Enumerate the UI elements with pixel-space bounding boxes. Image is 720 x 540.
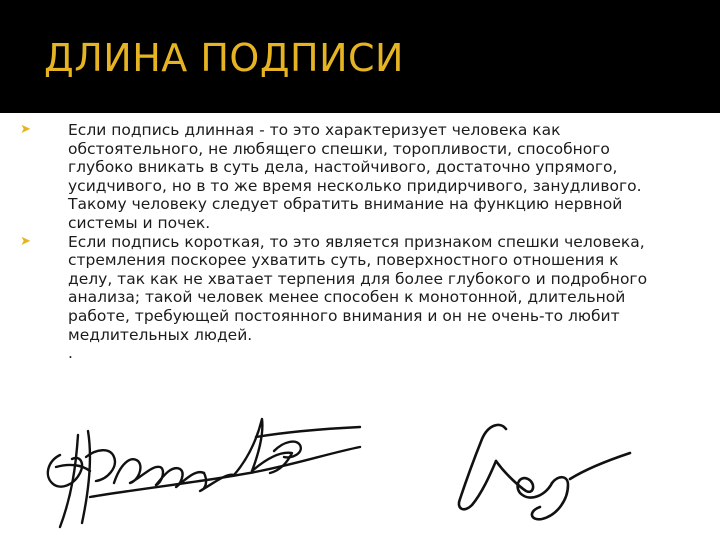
bullet-line: системы и почек. xyxy=(68,213,211,232)
bullet-short-signature xyxy=(20,232,708,345)
bullet-line: Если подпись длинная - то это характеризует человека как xyxy=(68,121,561,139)
bullet-line: стремления поскорее ухватить суть, поверхностного отношения к xyxy=(68,251,619,270)
bullet-line: работе, требующей постоянного внимания и он не очень-то любит xyxy=(68,306,620,325)
bullet-line: глубоко вникать в суть дела, настойчивого, достаточно упрямого, xyxy=(68,158,618,177)
bullet-line: Такому человеку следует обратить внимание на функцию нервной xyxy=(68,195,623,214)
bullet-line: делу, так как не хватает терпения для более глубокого и подробного xyxy=(68,269,648,288)
signatures-figure xyxy=(30,395,670,535)
arrowhead-bullet-icon: ➤ xyxy=(20,122,31,137)
short-signature-image xyxy=(459,425,630,519)
trailing-dot: . xyxy=(68,344,73,363)
long-signature-image xyxy=(48,419,360,527)
slide-title: ДЛИНА ПОДПИСИ xyxy=(44,36,404,80)
bullet-line: усидчивого, но в то же время несколько придирчивого, занудливого. xyxy=(68,176,642,195)
bullet-line: Если подпись короткая, то это является признаком спешки человека, xyxy=(68,232,645,251)
arrowhead-bullet-icon: ➤ xyxy=(20,233,31,249)
bullet-line: медлительных людей. xyxy=(68,325,253,344)
bullet-long-signature xyxy=(20,121,708,233)
bullet-line: обстоятельного, не любящего спешки, торопливости, способного xyxy=(68,139,610,158)
title-bar xyxy=(0,0,720,113)
bullet-line: анализа; такой человек менее способен к монотонной, длительной xyxy=(68,288,626,307)
slide-body xyxy=(20,121,708,363)
